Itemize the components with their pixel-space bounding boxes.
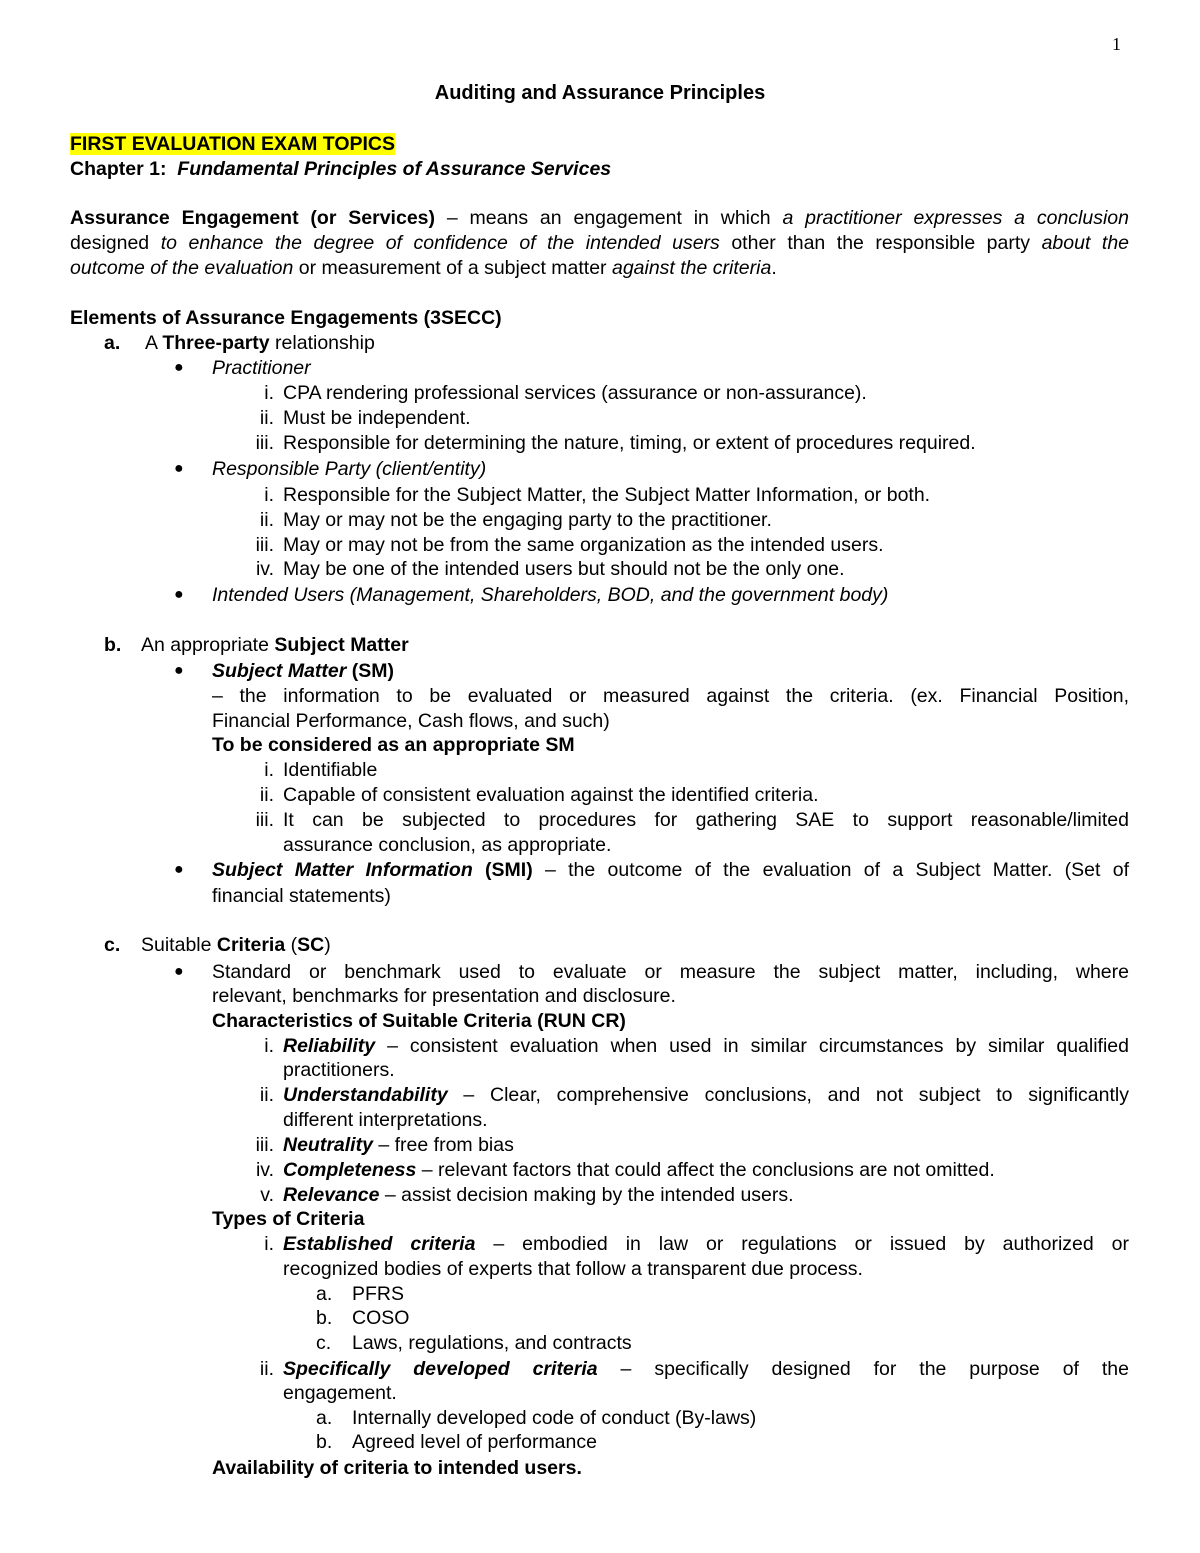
list-item: Identifiable <box>283 759 378 781</box>
criteria-definition: Standard or benchmark used to evaluate or measure the subject matter, including, where <box>212 961 1129 983</box>
bullet-icon: ● <box>174 963 184 980</box>
section-c-heading: Suitable Criteria (SC) <box>141 934 331 956</box>
list-item-cont: practitioners. <box>283 1059 395 1081</box>
list-item: Responsible for the Subject Matter, the Subject Matter Information, or both. <box>283 484 931 506</box>
list-number: i. <box>264 759 274 781</box>
sub-list-item: PFRS <box>352 1283 405 1305</box>
list-item: May be one of the intended users but should not be the only one. <box>283 558 845 580</box>
list-number: iv. <box>255 558 274 580</box>
definition-line-1: Assurance Engagement (or Services) – means an engagement in which a practitioner expresses a conclusion <box>70 207 1129 229</box>
list-item-cont: engagement. <box>283 1382 397 1404</box>
exam-topics-heading <box>70 132 395 157</box>
list-number: ii. <box>259 1084 274 1106</box>
list-item: Established criteria – embodied in law or regulations or issued by authorized or <box>283 1233 1129 1255</box>
document-title: Auditing and Assurance Principles <box>434 82 766 104</box>
smi-definition: Subject Matter Information (SMI) – the outcome of the evaluation of a Subject Matter. (Set of <box>212 859 1129 881</box>
section-c-letter: c. <box>104 934 121 956</box>
list-number: iii. <box>255 534 274 556</box>
sub-list-letter: a. <box>316 1283 333 1305</box>
smi-definition-cont: financial statements) <box>212 885 391 907</box>
sub-list-letter: a. <box>316 1407 333 1429</box>
section-a-heading: A Three-party relationship <box>145 332 375 354</box>
elements-heading: Elements of Assurance Engagements (3SECC) <box>70 307 502 329</box>
list-item: May or may not be the engaging party to the practitioner. <box>283 509 772 531</box>
characteristics-heading: Characteristics of Suitable Criteria (RUN CR) <box>212 1010 626 1032</box>
page-number: 1 <box>1112 34 1121 54</box>
list-number: iii. <box>255 432 274 454</box>
list-item: Responsible for determining the nature, timing, or extent of procedures required. <box>283 432 976 454</box>
sub-list-letter: b. <box>316 1307 333 1329</box>
list-item: Completeness – relevant factors that could affect the conclusions are not omitted. <box>283 1159 995 1181</box>
list-number: iii. <box>255 809 274 831</box>
list-item: Capable of consistent evaluation against the identified criteria. <box>283 784 819 806</box>
chapter-name: Fundamental Principles of Assurance Services <box>177 158 612 180</box>
bullet-icon: ● <box>174 662 184 679</box>
list-item-cont: different interpretations. <box>283 1109 488 1131</box>
list-number: iii. <box>255 1134 274 1156</box>
definition-line-3: outcome of the evaluation or measurement of a subject matter against the criteria. <box>70 257 777 279</box>
highlighted-text: FIRST EVALUATION EXAM TOPICS <box>70 133 396 155</box>
list-item-cont: recognized bodies of experts that follow a transparent due process. <box>283 1258 863 1280</box>
sub-list-item: Internally developed code of conduct (By-laws) <box>352 1407 757 1429</box>
list-item: Neutrality – free from bias <box>283 1134 514 1156</box>
list-number: ii. <box>259 509 274 531</box>
subject-matter-definition: – the information to be evaluated or measured against the criteria. (ex. Financial Position, <box>212 685 1129 707</box>
chapter-heading: Chapter 1: Fundamental Principles of Assurance Services <box>70 158 612 180</box>
types-of-criteria-heading: Types of Criteria <box>212 1208 365 1230</box>
list-number: ii. <box>259 407 274 429</box>
sub-list-item: COSO <box>352 1307 410 1329</box>
list-number: i. <box>264 1035 274 1057</box>
list-number: i. <box>264 484 274 506</box>
bullet-icon: ● <box>174 460 184 477</box>
availability-heading: Availability of criteria to intended users. <box>212 1457 582 1479</box>
list-item: Reliability – consistent evaluation when used in similar circumstances by similar qualified <box>283 1035 1129 1057</box>
section-a-letter: a. <box>104 332 121 354</box>
bullet-icon: ● <box>174 861 184 878</box>
list-number: i. <box>264 382 274 404</box>
list-number: ii. <box>259 784 274 806</box>
subject-matter-definition-cont: Financial Performance, Cash flows, and such) <box>212 710 610 732</box>
responsible-party-label: Responsible Party (client/entity) <box>212 458 487 480</box>
appropriate-sm-heading: To be considered as an appropriate SM <box>212 734 575 756</box>
definition-term: Assurance Engagement (or Services) <box>70 207 435 229</box>
list-number: v. <box>260 1184 274 1206</box>
intended-users-label: Intended Users (Management, Shareholders, BOD, and the government body) <box>212 584 889 606</box>
sub-list-item: Laws, regulations, and contracts <box>352 1332 632 1354</box>
bullet-icon: ● <box>174 359 184 376</box>
list-item: Must be independent. <box>283 407 471 429</box>
practitioner-label: Practitioner <box>212 357 311 379</box>
list-number: i. <box>264 1233 274 1255</box>
list-item: It can be subjected to procedures for gathering SAE to support reasonable/limited <box>283 809 1129 831</box>
list-item: May or may not be from the same organization as the intended users. <box>283 534 884 556</box>
definition-line-2: designed to enhance the degree of confidence of the intended users other than the responsible party about the <box>70 232 1130 254</box>
section-b-heading: An appropriate Subject Matter <box>141 634 409 656</box>
subject-matter-label: Subject Matter (SM) <box>212 660 395 682</box>
list-item: CPA rendering professional services (assurance or non-assurance). <box>283 382 867 404</box>
list-number: iv. <box>255 1159 274 1181</box>
sub-list-letter: c. <box>316 1332 332 1354</box>
section-b-letter: b. <box>104 634 122 656</box>
sub-list-item: Agreed level of performance <box>352 1431 597 1453</box>
criteria-definition-cont: relevant, benchmarks for presentation and disclosure. <box>212 985 676 1007</box>
bullet-icon: ● <box>174 586 184 603</box>
list-item: Specifically developed criteria – specifically designed for the purpose of the <box>283 1358 1129 1380</box>
list-item-cont: assurance conclusion, as appropriate. <box>283 834 612 856</box>
list-number: ii. <box>259 1358 274 1380</box>
list-item: Understandability – Clear, comprehensive conclusions, and not subject to significantly <box>283 1084 1129 1106</box>
list-item: Relevance – assist decision making by the intended users. <box>283 1184 794 1206</box>
sub-list-letter: b. <box>316 1431 333 1453</box>
